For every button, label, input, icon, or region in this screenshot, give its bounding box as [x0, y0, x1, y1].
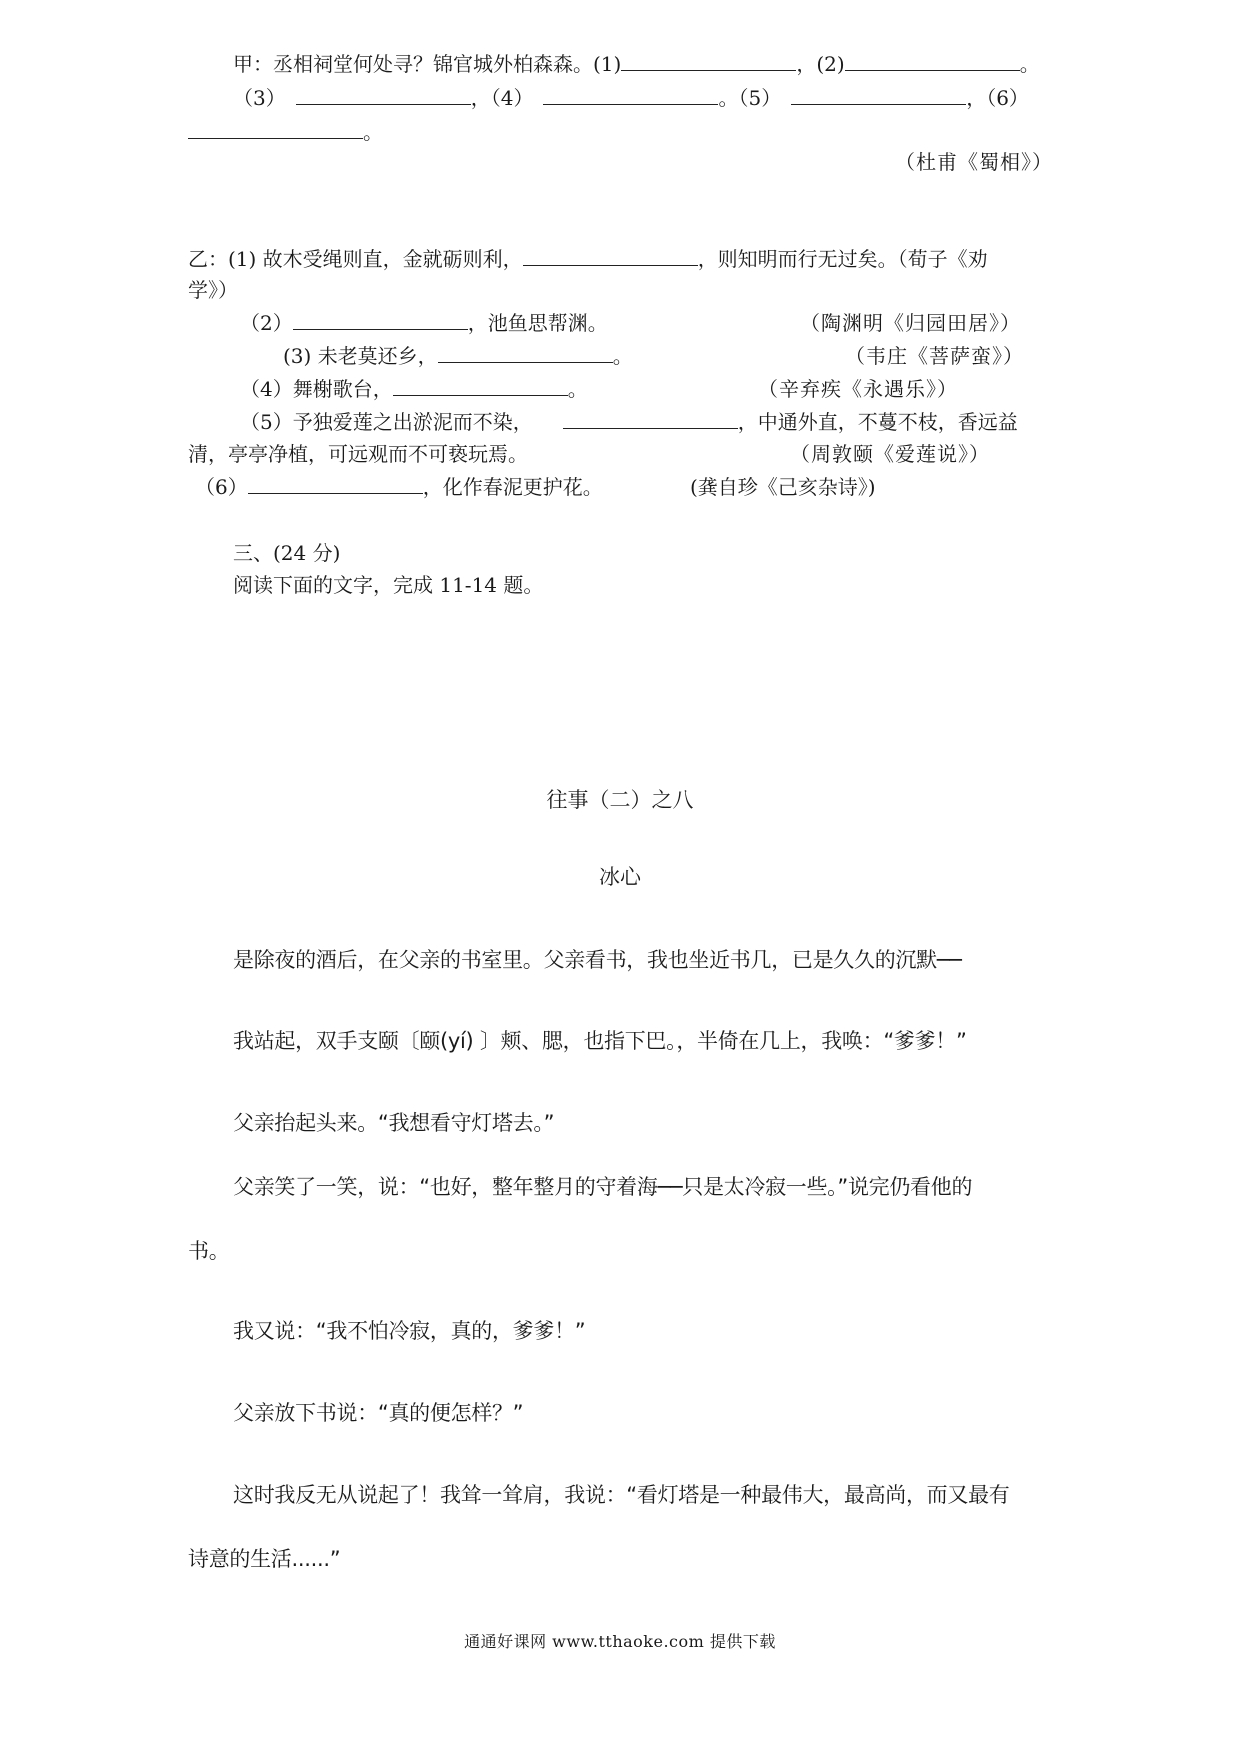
answer-blank-jia-2[interactable]	[845, 52, 1020, 71]
yi-item2-source: （陶渊明《归园田居》）	[800, 311, 1021, 335]
yi-item5-b: ，中通外直，不蔓不枝，香远益	[737, 410, 1018, 434]
article-title: 往事（二）之八	[546, 788, 694, 812]
yi-item2-label: （2）	[240, 311, 293, 335]
yi-item4-label: （4）舞榭歌台，	[240, 377, 393, 401]
yi-item3-label: (3) 未老莫还乡，	[283, 344, 438, 368]
jia-source: （杜甫《蜀相》）	[895, 150, 1053, 174]
jia-sep-5-6: ，（6）	[966, 86, 1029, 110]
answer-blank-jia-5[interactable]	[791, 86, 966, 105]
article-paragraph-7-cont: 诗意的生活......”	[188, 1547, 341, 1571]
page-footer: 通通好课网 www.tthaoke.com 提供下载	[464, 1632, 776, 1651]
jia-line3-end: 。	[363, 120, 383, 144]
yi-item4-source: （辛弃疾《永遇乐》）	[758, 377, 958, 401]
jia-label-3: （3）	[233, 86, 286, 110]
yi-item5-source: （周敦颐《爱莲说》）	[790, 442, 990, 466]
jia-line1-end: 。	[1019, 52, 1040, 76]
article-paragraph-4-cont: 书。	[188, 1239, 230, 1263]
yi-item2-text: ，池鱼思帮渊。	[467, 311, 608, 335]
jia-line-3	[188, 120, 383, 144]
section-three-heading: 三、(24 分)	[233, 541, 341, 565]
jia-line1-prefix: 甲：丞相祠堂何处寻？锦官城外柏森森。(1)	[233, 52, 622, 76]
yi-item1-b: ，则知明而行无过矣。（荀子《劝	[697, 247, 988, 271]
answer-blank-jia-3[interactable]	[296, 86, 471, 105]
jia-line-2	[233, 86, 1029, 110]
yi-item-4	[240, 377, 588, 401]
jia-sep-1-2: ，(2)	[796, 52, 845, 76]
jia-line-1	[233, 52, 1040, 76]
yi-item-3	[283, 344, 633, 368]
yi-item6-label: （6）	[195, 475, 248, 499]
yi-item6-source: (龚自珍《己亥杂诗》)	[690, 475, 876, 499]
answer-blank-jia-1[interactable]	[621, 52, 796, 71]
yi-item-1	[188, 247, 988, 271]
jia-sep-4-5: 。（5）	[718, 86, 782, 110]
yi-item5-a: （5）予独爱莲之出淤泥而不染，	[240, 410, 533, 434]
jia-sep-3-4: ，（4）	[470, 86, 534, 110]
article-author: 冰心	[599, 865, 641, 889]
article-paragraph-7: 这时我反无从说起了！我耸一耸肩，我说：“看灯塔是一种最伟大，最高尚，而又最有	[233, 1483, 1010, 1507]
article-paragraph-5: 我又说：“我不怕冷寂，真的，爹爹！”	[233, 1319, 586, 1343]
answer-blank-jia-6[interactable]	[188, 120, 363, 139]
yi-item3-source: （韦庄《菩萨蛮》）	[845, 344, 1024, 368]
yi-item1-a: 乙：(1) 故木受绳则直，金就砺则利，	[188, 247, 523, 271]
yi-item-2	[240, 311, 608, 335]
article-paragraph-6: 父亲放下书说：“真的便怎样？”	[233, 1401, 524, 1425]
article-paragraph-2: 我站起，双手支颐〔颐(yí) 〕颊、腮，也指下巴。，半倚在几上，我唤：“爹爹！”	[233, 1029, 967, 1053]
yi-item6-text: ，化作春泥更护花。	[422, 475, 603, 499]
article-paragraph-3: 父亲抬起头来。“我想看守灯塔去。”	[233, 1111, 555, 1135]
yi-item-5-cont: 清，亭亭净植，可远观而不可亵玩焉。	[188, 442, 528, 466]
yi-item-6	[195, 475, 603, 499]
answer-blank-yi-4[interactable]	[393, 377, 568, 396]
answer-blank-jia-4[interactable]	[543, 86, 718, 105]
section-three-instruction: 阅读下面的文字，完成 11-14 题。	[233, 573, 544, 597]
yi-item-5	[240, 410, 1018, 434]
article-paragraph-1: 是除夜的酒后，在父亲的书室里。父亲看书，我也坐近书几，已是久久的沉默──	[233, 948, 962, 972]
answer-blank-yi-3[interactable]	[438, 344, 613, 363]
answer-blank-yi-1[interactable]	[523, 247, 698, 266]
answer-blank-yi-2[interactable]	[293, 311, 468, 330]
yi-item4-end: 。	[567, 377, 588, 401]
article-paragraph-4: 父亲笑了一笑，说：“也好，整年整月的守着海──只是太冷寂一些。”说完仍看他的	[233, 1175, 973, 1199]
answer-blank-yi-6[interactable]	[248, 475, 423, 494]
yi-item-1-cont: 学》）	[188, 278, 238, 302]
answer-blank-yi-5[interactable]	[563, 410, 738, 429]
yi-item3-end: 。	[612, 344, 633, 368]
